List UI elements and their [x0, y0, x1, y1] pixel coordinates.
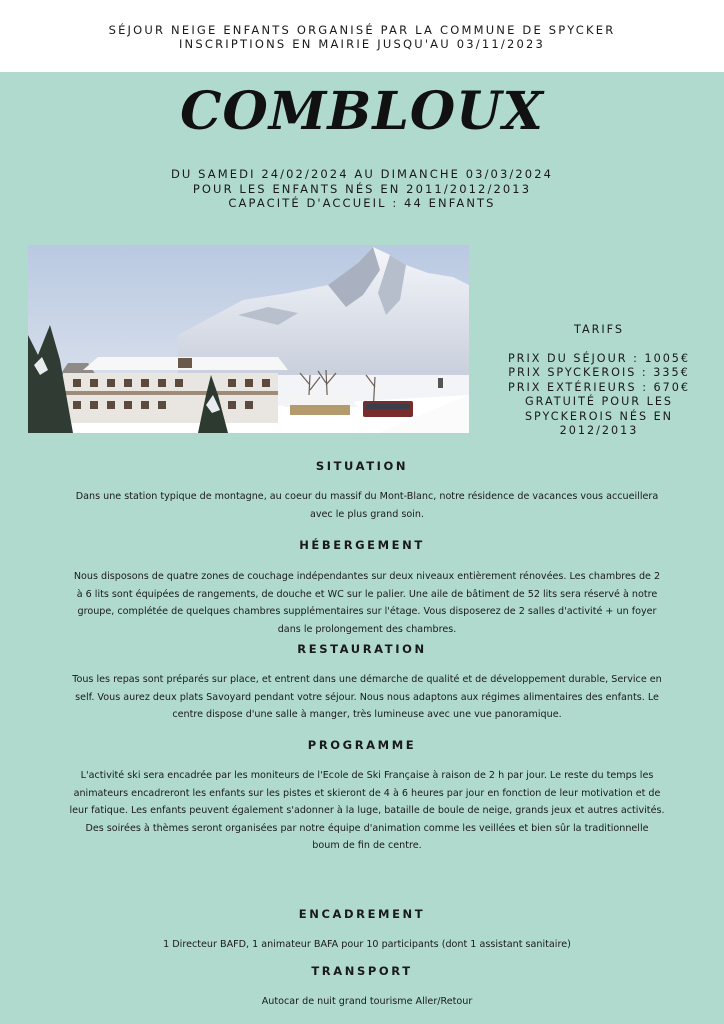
body-line: groupe, complétée de quelques chambres supplémentaires sur l'étage. Vous disposerez de 2 salles d'activité + un foyer	[77, 606, 657, 618]
tarif-line: PRIX SPYCKEROIS : 335€	[508, 366, 690, 379]
body-line: à 6 lits sont équipées de rangements, de douche et WC sur le palier. Une aile de bâtiment de 52 lits sera réservé à notre	[76, 588, 658, 600]
section-body-encadrement	[40, 936, 694, 954]
body-line: Des soirées à thèmes seront organisées par notre équipe d'animation comme les veillées et bien sûr la traditionnelle	[85, 822, 649, 834]
tarif-line: SPYCKEROIS NÉS EN	[524, 409, 674, 423]
section-title-encadrement: ENCADREMENT	[298, 907, 426, 921]
tarifs-title: TARIFS	[573, 323, 625, 336]
stay-children-years: POUR LES ENFANTS NÉS EN 2011/2012/2013	[192, 181, 532, 196]
body-line: L'activité ski sera encadrée par les moniteurs de l'Ecole de Ski Française à raison de 2 h par jour. Le reste du temps les	[80, 770, 654, 781]
section-body-restauration	[40, 671, 694, 724]
section-title-situation: SITUATION	[315, 459, 409, 473]
tarif-line: GRATUITÉ POUR LES	[524, 395, 674, 408]
body-line: 1 Directeur BAFD, 1 animateur BAFA pour 10 participants (dont 1 assistant sanitaire)	[163, 939, 571, 950]
section-body-programme	[40, 767, 694, 855]
section-title-transport: TRANSPORT	[311, 964, 413, 978]
section-body-situation	[40, 488, 694, 523]
stay-dates: DU SAMEDI 24/02/2024 AU DIMANCHE 03/03/2024	[170, 167, 554, 181]
tarif-line: 2012/2013	[559, 424, 639, 437]
section-body-hebergement	[40, 568, 694, 638]
stay-capacity: CAPACITÉ D'ACCUEIL : 44 ENFANTS	[228, 196, 496, 210]
header-line-registration: INSCRIPTIONS EN MAIRIE JUSQU'AU 03/11/2023	[178, 37, 546, 51]
section-title-hebergement: HÉBERGEMENT	[299, 538, 425, 552]
body-line: Autocar de nuit grand tourisme Aller/Retour	[261, 996, 473, 1007]
body-line: centre dispose d'une salle à manger, très lumineuse avec une vue panoramique.	[172, 709, 562, 721]
header-banner	[0, 0, 724, 72]
stay-info	[0, 167, 724, 211]
tarifs-box	[474, 323, 724, 439]
page-title: COMBLOUX	[180, 81, 544, 142]
tarif-line: PRIX EXTÉRIEURS : 670€	[507, 380, 691, 394]
tarif-line: PRIX DU SÉJOUR : 1005€	[507, 351, 691, 365]
body-line: leur fatique. Les enfants peuvent également s'adonner à la luge, bataille de boule de neige, grands jeux et autres activités.	[69, 805, 665, 817]
body-line: Tous les repas sont préparés sur place, et entrent dans une démarche de qualité et de développement durable, Service en	[72, 674, 662, 685]
body-line: dans le prolongement des chambres.	[277, 623, 457, 635]
body-line: avec le plus grand soin.	[309, 508, 425, 520]
section-title-restauration: RESTAURATION	[297, 642, 427, 656]
body-line: animateurs encadreront les enfants sur les pistes et skieront de 4 à 6 heures par jour en fonction de leur motivation et de	[73, 787, 661, 799]
resort-photo	[28, 245, 469, 433]
body-line: self. Vous aurez deux plats Savoyard pendant votre séjour. Nous nous adaptons aux régimes alimentaires des enfants. Le	[75, 691, 659, 703]
body-line: Nous disposons de quatre zones de couchage indépendantes sur deux niveaux entièrement rénovées. Les chambres de 2	[73, 571, 661, 582]
section-title-programme: PROGRAMME	[307, 738, 417, 752]
body-line: boum de fin de centre.	[312, 840, 422, 852]
section-body-transport	[40, 993, 694, 1011]
header-line-organizer: SÉJOUR NEIGE ENFANTS ORGANISÉ PAR LA COMMUNE DE SPYCKER	[108, 23, 616, 37]
body-line: Dans une station typique de montagne, au coeur du massif du Mont-Blanc, notre résidence de vacances vous accueillera	[75, 491, 659, 502]
